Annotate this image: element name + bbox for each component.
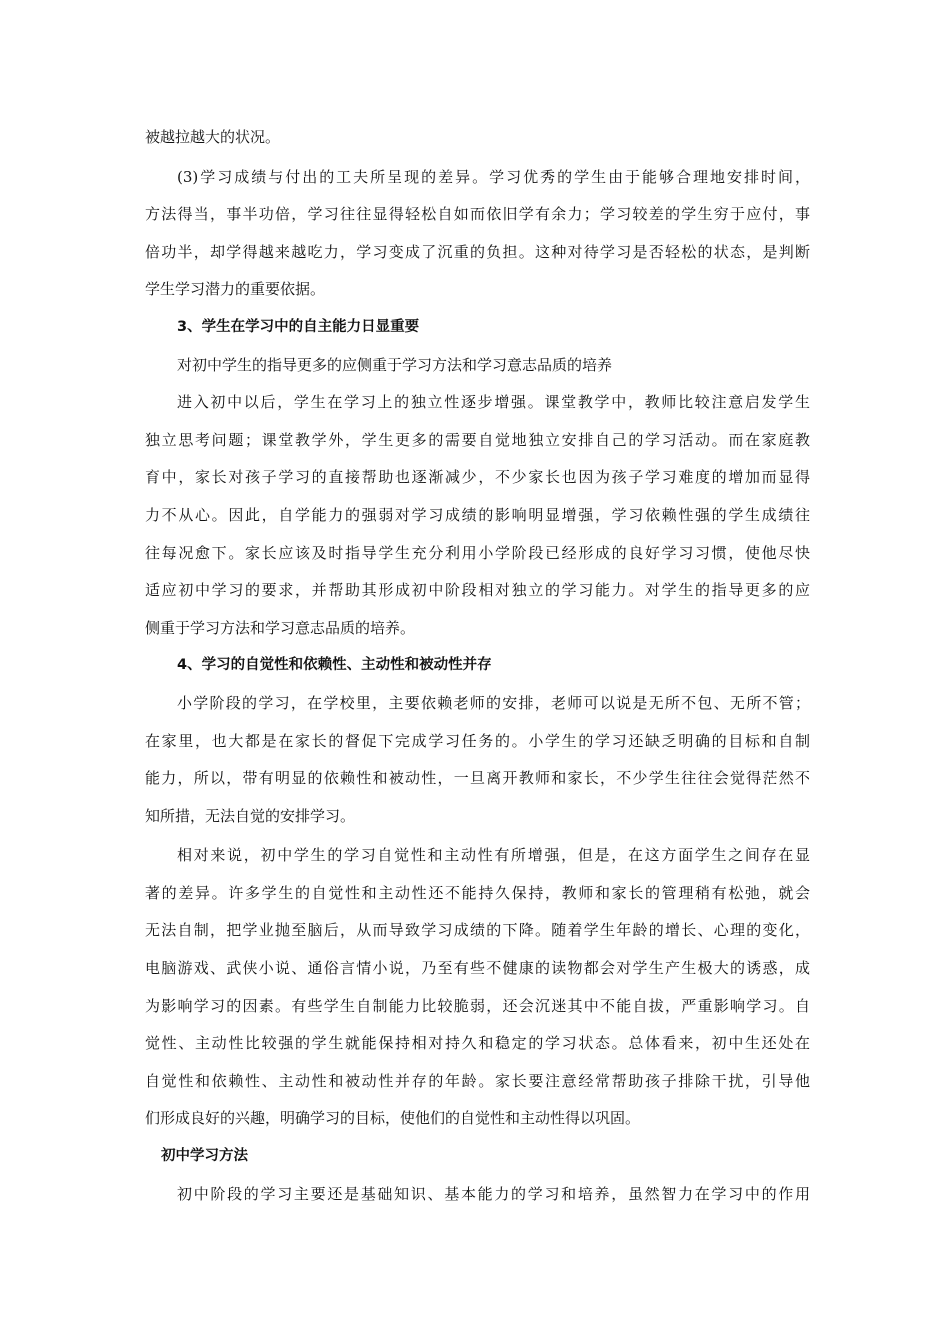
paragraph-first-line: 相对来说，初中学生的学习自觉性和主动性有所增强，但是，在这方面学生之间存在显 — [177, 846, 810, 865]
text-line: 侧重于学习方法和学习意志品质的培养。 — [145, 618, 416, 637]
paragraph-first-line: 对初中学生的指导更多的应侧重于学习方法和学习意志品质的培养 — [177, 355, 613, 374]
document-page — [145, 119, 810, 1213]
text-line: 适应初中学习的要求，并帮助其形成初中阶段相对独立的学习能力。对学生的指导更多的应 — [145, 581, 810, 600]
section-heading-4: 4、学习的自觉性和依赖性、主动性和被动性并存 — [177, 657, 492, 674]
text-line: 倍功半，却学得越来越吃力，学习变成了沉重的负担。这种对待学习是否轻松的状态，是判断 — [145, 242, 810, 261]
text-line: 们形成良好的兴趣，明确学习的目标，使他们的自觉性和主动性得以巩固。 — [145, 1109, 641, 1128]
text-line: 能力，所以，带有明显的依赖性和被动性，一旦离开教师和家长，不少学生往往会觉得茫然不 — [145, 769, 810, 788]
text-line: 自觉性和依赖性、主动性和被动性并存的年龄。家长要注意经常帮助孩子排除干扰，引导他 — [145, 1071, 810, 1090]
paragraph-first-line: 进入初中以后，学生在学习上的独立性逐步增强。课堂教学中，教师比较注意启发学生 — [177, 393, 810, 412]
section-heading-methods: 初中学习方法 — [161, 1148, 248, 1165]
paragraph-first-line: 小学阶段的学习，在学校里，主要依赖老师的安排，老师可以说是无所不包、无所不管； — [177, 693, 810, 712]
text-line: 育中，家长对孩子学习的直接帮助也逐渐减少，不少家长也因为孩子学习难度的增加而显得 — [145, 468, 810, 487]
text-line: 知所措，无法自觉的安排学习。 — [145, 806, 356, 825]
text-line: 往每况愈下。家长应该及时指导学生充分利用小学阶段已经形成的良好学习习惯，使他尽快 — [145, 543, 810, 562]
text-line: 无法自制，把学业抛至脑后，从而导致学习成绩的下降。随着学生年龄的增长、心理的变化， — [145, 921, 810, 940]
section-heading-3: 3、学生在学习中的自主能力日显重要 — [177, 318, 420, 335]
text-line: 被越拉越大的状况。 — [145, 128, 281, 146]
text-line: 著的差异。许多学生的自觉性和主动性还不能持久保持，教师和家长的管理稍有松弛，就会 — [145, 883, 810, 902]
paragraph-first-line: 初中阶段的学习主要还是基础知识、基本能力的学习和培养，虽然智力在学习中的作用 — [177, 1184, 810, 1203]
text-line: 方法得当，事半功倍，学习往往显得轻松自如而依旧学有余力；学习较差的学生穷于应付，事 — [145, 205, 810, 224]
text-line: 为影响学习的因素。有些学生自制能力比较脆弱，还会沉迷其中不能自拔，严重影响学习。自 — [145, 996, 810, 1015]
text-line: 学生学习潜力的重要依据。 — [145, 280, 326, 299]
text-line: 力不从心。因此，自学能力的强弱对学习成绩的影响明显增强，学习依赖性强的学生成绩往 — [145, 505, 810, 524]
text-line: 电脑游戏、武侠小说、通俗言情小说，乃至有些不健康的读物都会对学生产生极大的诱惑，成 — [145, 959, 810, 978]
text-line: 独立思考问题；课堂教学外，学生更多的需要自觉地独立安排自己的学习活动。而在家庭教 — [145, 430, 810, 449]
text-line: 在家里，也大都是在家长的督促下完成学习任务的。小学生的学习还缺乏明确的目标和自制 — [145, 731, 810, 750]
text-line: 觉性、主动性比较强的学生就能保持相对持久和稳定的学习状态。总体看来，初中生还处在 — [145, 1034, 810, 1053]
paragraph-first-line: (3)学习成绩与付出的工夫所呈现的差异。学习优秀的学生由于能够合理地安排时间， — [177, 167, 810, 186]
